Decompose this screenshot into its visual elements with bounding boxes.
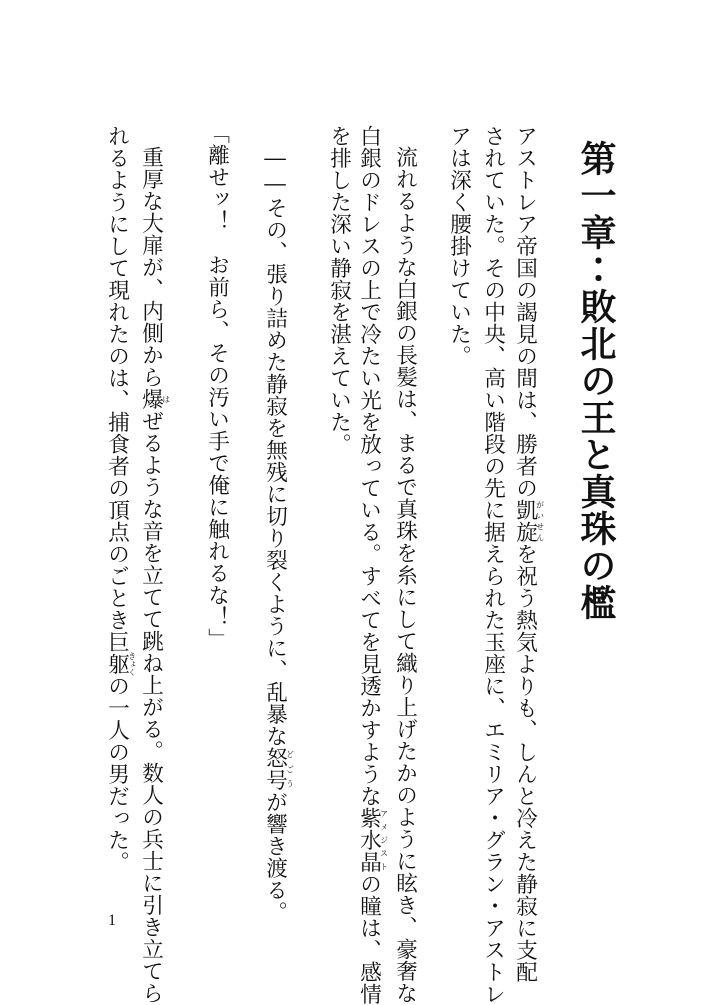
ruby-reading: がいせん [535,499,545,543]
page-number: 1 [108,912,116,929]
paragraph-2-col-1: 流れるような白銀の長髪は、まるで真珠を糸にして織り上げたかのように眩き、豪奢な [392,146,418,1004]
paragraph-3-col-1: ――その、張り詰めた静寂を無残に切り裂くように、乱暴な怒号どごうが響き渡る。 [262,146,295,923]
paragraph-1-col-1: アストレア帝国の謁見の間は、勝者の凱旋がいせんを祝う熱気よりも、しんと冷えた静寂に支配 [512,125,545,983]
paragraph-2-col-3: を排した深い静寂を湛えていた。 [326,125,352,455]
paragraph-1-col-3: アは深く腰掛けていた。 [446,125,472,367]
paragraph-5-col-2: れるようにして現れたのは、捕食者の頂点のごとき巨躯きょくの一人の男だった。 [104,125,137,873]
ruby-annotation: 爆は [138,388,171,410]
paragraph-1-col-2: されていた。その中央、高い階段の先に据えられた玉座に、エミリア・グラン・アストレ [480,125,506,1005]
paragraph-5-col-1: 重厚な大扉が、内側から爆はぜるような音を立てて跳ね上がる。数人の兵士に引き立てら [138,146,171,1004]
ruby-reading: どごう [285,746,295,791]
ruby-reading: は [161,388,171,410]
chapter-title: 第一章∶敗北の王と真珠の檻 [575,140,617,621]
ruby-annotation: 紫水晶アメジスト [356,807,389,873]
ruby-reading: きょく [127,652,137,676]
ruby-annotation: 凱旋がいせん [512,499,545,543]
ruby-annotation: 躯きょく [104,652,137,676]
paragraph-2-col-2: 白銀のドレスの上で冷たい光を放っている。すべてを見透かすような紫水晶アメジストの瞳は、感情 [356,125,389,1005]
paragraph-4-col-1: 「離せッ！ お前ら、その汚い手で俺に触れるな！」 [204,122,230,650]
ruby-reading: アメジスト [379,807,389,873]
ruby-annotation: 怒号どごう [262,746,295,791]
